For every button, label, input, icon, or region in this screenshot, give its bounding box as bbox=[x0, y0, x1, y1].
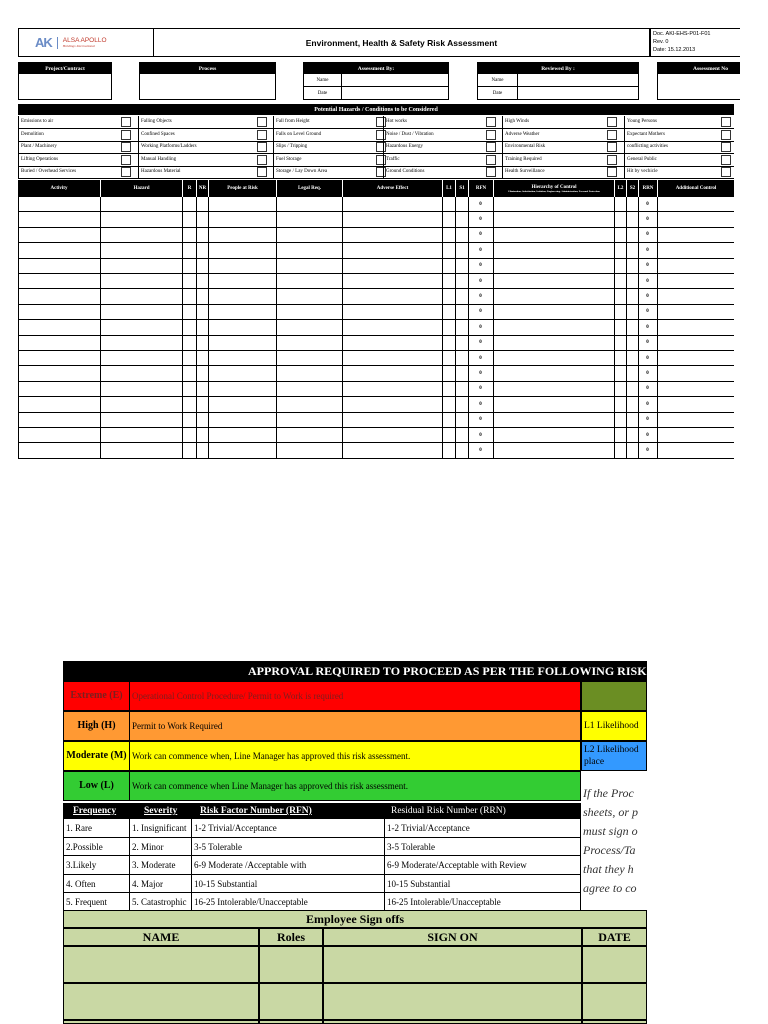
col-s1: S1 bbox=[455, 180, 468, 197]
rrn-value: 0 bbox=[646, 278, 649, 284]
rfn-value: 0 bbox=[479, 263, 482, 269]
hazard-checkbox[interactable] bbox=[721, 117, 731, 127]
hazard-checkbox[interactable] bbox=[486, 155, 496, 165]
document-info bbox=[650, 28, 740, 57]
rfn-value: 0 bbox=[479, 324, 482, 330]
hazard-label: Health Surveillance bbox=[502, 166, 609, 178]
hazard-checkbox[interactable] bbox=[607, 142, 617, 152]
hazard-checkbox[interactable] bbox=[721, 167, 731, 177]
rfn-value: 0 bbox=[479, 217, 482, 223]
risk-level-row bbox=[63, 771, 581, 801]
legend-header-block bbox=[581, 681, 647, 711]
risk-matrix-row bbox=[63, 875, 581, 894]
col-adverse-effect: Adverse Effect bbox=[342, 180, 442, 197]
hazard-row bbox=[18, 154, 734, 167]
hazard-label: Lifting Operations bbox=[18, 154, 119, 166]
matrix-col-severity: Severity bbox=[144, 806, 178, 816]
hazard-label: Fall from Height bbox=[273, 116, 358, 128]
hazard-checkbox[interactable] bbox=[121, 130, 131, 140]
assessment-name-label: Name bbox=[304, 74, 342, 87]
risk-matrix-cell: 6-9 Moderate /Acceptable with bbox=[191, 856, 384, 874]
logo-subtitle: Holdings International bbox=[62, 44, 95, 48]
rrn-value: 0 bbox=[646, 448, 649, 454]
hazard-checkbox[interactable] bbox=[121, 142, 131, 152]
rfn-value: 0 bbox=[479, 432, 482, 438]
risk-table-row[interactable] bbox=[18, 351, 734, 366]
rfn-value: 0 bbox=[479, 232, 482, 238]
hierarchy-subtitle: Elimination, Substitution, Isolation, Engineering, Administration, Personal Protection bbox=[508, 189, 600, 193]
rrn-value: 0 bbox=[646, 232, 649, 238]
col-l2: L2 bbox=[614, 180, 626, 197]
hazard-label: Ground Conditions bbox=[383, 166, 482, 178]
rrn-value: 0 bbox=[646, 401, 649, 407]
employee-signoff-title: Employee Sign offs bbox=[63, 910, 647, 928]
col-activity: Activity bbox=[50, 186, 68, 191]
risk-table-header bbox=[18, 180, 734, 197]
signoff-cell[interactable] bbox=[63, 983, 259, 1020]
hazard-label: Emissions to air bbox=[18, 116, 119, 128]
rrn-value: 0 bbox=[646, 417, 649, 423]
rfn-value: 0 bbox=[479, 247, 482, 253]
col-hierarchy-of-control bbox=[493, 180, 614, 197]
reviewed-by-label: Reviewed By : bbox=[478, 63, 638, 74]
hazard-label: conflicting activities bbox=[624, 141, 720, 153]
risk-matrix-cell: 3-5 Tolerable bbox=[191, 838, 384, 856]
risk-table-row[interactable] bbox=[18, 366, 734, 381]
risk-table-row[interactable] bbox=[18, 228, 734, 243]
signoff-col-name: NAME bbox=[63, 928, 259, 946]
rrn-value: 0 bbox=[646, 355, 649, 361]
rfn-value: 0 bbox=[479, 401, 482, 407]
risk-table-row[interactable] bbox=[18, 289, 734, 304]
hazard-checkbox[interactable] bbox=[607, 155, 617, 165]
signoff-col-date: DATE bbox=[582, 928, 647, 946]
col-legal-req: Legal Req. bbox=[276, 180, 342, 197]
document-title: Environment, Health & Safety Risk Assessment bbox=[153, 28, 650, 57]
hazard-label: Buried / Overhead Services bbox=[18, 166, 119, 178]
risk-level-requirement: Operational Control Procedure/ Permit to Work is required bbox=[132, 691, 344, 701]
doc-revision: Rev. 0 bbox=[653, 39, 669, 45]
signoff-cell[interactable] bbox=[323, 1020, 582, 1024]
col-additional-control: Additional Control bbox=[657, 180, 734, 197]
hazard-label: Young Persons bbox=[624, 116, 720, 128]
approval-title: APPROVAL REQUIRED TO PROCEED AS PER THE FOLLOWING RISK bbox=[63, 661, 647, 681]
hazard-label: Expectant Mothers bbox=[624, 129, 720, 141]
risk-level-row bbox=[63, 741, 581, 771]
matrix-col-rfn: Risk Factor Number (RFN) bbox=[200, 806, 312, 816]
hazard-label: Adverse Weather bbox=[502, 129, 609, 141]
risk-matrix-header bbox=[63, 803, 581, 819]
risk-matrix-cell: 1. Insignificant bbox=[129, 819, 191, 837]
risk-matrix-cell: 4. Major bbox=[129, 875, 191, 893]
risk-level-requirement: Permit to Work Required bbox=[132, 721, 223, 731]
review-name-label: Name bbox=[478, 74, 518, 87]
signoff-cell[interactable] bbox=[259, 983, 323, 1020]
hazard-checkbox[interactable] bbox=[721, 155, 731, 165]
risk-level-row bbox=[63, 711, 581, 741]
rrn-value: 0 bbox=[646, 371, 649, 377]
hazard-label: Hot works bbox=[383, 116, 482, 128]
col-r: R bbox=[182, 180, 196, 197]
risk-table-row[interactable] bbox=[18, 212, 734, 227]
review-date-field[interactable] bbox=[518, 87, 638, 99]
hazard-checkbox[interactable] bbox=[721, 142, 731, 152]
review-date-label: Date bbox=[478, 87, 518, 99]
rfn-value: 0 bbox=[479, 355, 482, 361]
hazard-checkbox[interactable] bbox=[257, 167, 267, 177]
hazard-label: Demolition bbox=[18, 129, 119, 141]
signoff-cell[interactable] bbox=[63, 1020, 259, 1024]
hazard-checkbox[interactable] bbox=[257, 130, 267, 140]
hazard-label: Falls on Level Ground bbox=[273, 129, 358, 141]
risk-table-row[interactable] bbox=[18, 336, 734, 351]
hazard-checkbox[interactable] bbox=[486, 167, 496, 177]
hazard-label: Hazardous Energy bbox=[383, 141, 482, 153]
risk-matrix-cell: 3.Likely bbox=[66, 860, 97, 870]
col-people-at-risk: People at Risk bbox=[208, 180, 276, 197]
hazard-row bbox=[18, 141, 734, 154]
risk-matrix-cell: 10-15 Substantial bbox=[191, 875, 384, 893]
hazard-label: Training Required bbox=[502, 154, 609, 166]
hazard-checkbox[interactable] bbox=[486, 142, 496, 152]
risk-matrix-cell: 1-2 Trivial/Acceptance bbox=[191, 819, 384, 837]
hazards-title: Potential Hazards / Conditions to be Considered bbox=[18, 104, 734, 115]
rrn-value: 0 bbox=[646, 340, 649, 346]
hazard-checkbox[interactable] bbox=[607, 117, 617, 127]
review-name-field[interactable] bbox=[518, 74, 638, 87]
rfn-value: 0 bbox=[479, 309, 482, 315]
risk-level-name: Low (L) bbox=[64, 772, 130, 800]
assessment-by-block bbox=[303, 62, 449, 100]
risk-table-row[interactable] bbox=[18, 274, 734, 289]
hazard-label: Slips / Tripping bbox=[273, 141, 358, 153]
risk-table-row[interactable] bbox=[18, 320, 734, 335]
assessment-name-field[interactable] bbox=[342, 74, 448, 87]
hazard-label: Hit by vechicle bbox=[624, 166, 720, 178]
risk-table-row[interactable] bbox=[18, 197, 734, 212]
hazard-label: Falling Objects bbox=[138, 116, 256, 128]
risk-matrix-row bbox=[63, 838, 581, 857]
hazard-label: Fuel Storage bbox=[273, 154, 358, 166]
rfn-value: 0 bbox=[479, 340, 482, 346]
rrn-value: 0 bbox=[646, 294, 649, 300]
hazard-label: High Winds bbox=[502, 116, 609, 128]
hazard-checkbox[interactable] bbox=[607, 167, 617, 177]
risk-level-name: High (H) bbox=[64, 712, 130, 740]
hazard-label: Working Platforms/Ladders bbox=[138, 141, 256, 153]
signoff-cell[interactable] bbox=[582, 983, 647, 1020]
signoff-cell[interactable] bbox=[323, 983, 582, 1020]
assessment-by-label: Assessment By: bbox=[304, 63, 448, 74]
signoff-col-roles: Roles bbox=[259, 928, 323, 946]
hazard-row bbox=[18, 166, 734, 179]
project-contract-label: Project/Contract bbox=[19, 63, 111, 74]
col-l1: L1 bbox=[442, 180, 455, 197]
risk-matrix-row bbox=[63, 819, 581, 838]
rfn-value: 0 bbox=[479, 386, 482, 392]
risk-table-row[interactable] bbox=[18, 413, 734, 428]
risk-table-row[interactable] bbox=[18, 428, 734, 443]
risk-level-row bbox=[63, 681, 581, 711]
rrn-value: 0 bbox=[646, 201, 649, 207]
risk-matrix-cell: 4. Often bbox=[66, 878, 96, 889]
company-logo bbox=[18, 28, 154, 57]
risk-table-row[interactable] bbox=[18, 259, 734, 274]
risk-matrix-cell: 5. Frequent bbox=[66, 897, 107, 907]
rrn-value: 0 bbox=[646, 324, 649, 330]
hazard-checkbox[interactable] bbox=[721, 130, 731, 140]
rrn-value: 0 bbox=[646, 263, 649, 269]
rrn-value: 0 bbox=[646, 247, 649, 253]
assessment-no-label: Assessment No bbox=[658, 63, 740, 74]
hazard-checkbox[interactable] bbox=[257, 142, 267, 152]
assessment-date-label: Date bbox=[304, 87, 342, 99]
hazard-checkbox[interactable] bbox=[121, 117, 131, 127]
rfn-value: 0 bbox=[479, 201, 482, 207]
rrn-value: 0 bbox=[646, 309, 649, 315]
risk-matrix-cell: 1. Rare bbox=[66, 823, 92, 833]
risk-level-requirement: Work can commence when, Line Manager has approved this risk assessment. bbox=[132, 751, 411, 761]
signoff-cell[interactable] bbox=[259, 1020, 323, 1024]
hazard-checkbox[interactable] bbox=[121, 167, 131, 177]
l2-likelihood-label: L2 Likelihood place bbox=[581, 741, 647, 771]
doc-date: Date: 15.12.2013 bbox=[653, 47, 696, 53]
hazard-checkbox[interactable] bbox=[257, 117, 267, 127]
hazard-label: Storage / Lay Down Area bbox=[273, 166, 358, 178]
rrn-value: 0 bbox=[646, 432, 649, 438]
reviewed-by-block bbox=[477, 62, 639, 100]
rfn-value: 0 bbox=[479, 417, 482, 423]
hazard-row bbox=[18, 116, 734, 129]
assessment-no-field[interactable] bbox=[657, 62, 740, 100]
risk-level-requirement: Work can commence when Line Manager has approved this risk assessment. bbox=[132, 781, 408, 791]
signoff-cell[interactable] bbox=[582, 1020, 647, 1024]
hierarchy-title: Hierarchy of Control bbox=[531, 184, 577, 190]
signoff-cell[interactable] bbox=[323, 946, 582, 983]
risk-table-row[interactable] bbox=[18, 305, 734, 320]
signoff-col-sign-on: SIGN ON bbox=[323, 928, 582, 946]
hazard-label: General Public bbox=[624, 154, 720, 166]
col-s2: S2 bbox=[626, 180, 638, 197]
risk-matrix-cell: 3-5 Tolerable bbox=[384, 838, 582, 856]
hazard-checkbox[interactable] bbox=[486, 130, 496, 140]
risk-matrix-cell: 2.Possible bbox=[66, 841, 103, 852]
l1-likelihood-label: L1 Likelihood bbox=[581, 711, 647, 741]
risk-matrix-cell: 10-15 Substantial bbox=[384, 875, 582, 893]
risk-matrix-row bbox=[63, 893, 581, 912]
risk-matrix-cell: 16-25 Intolerable/Unacceptable bbox=[191, 893, 384, 911]
risk-table-row[interactable] bbox=[18, 243, 734, 258]
matrix-col-rrn: Residual Risk Number (RRN) bbox=[391, 806, 506, 816]
hazard-checkbox[interactable] bbox=[121, 155, 131, 165]
col-rrn: RRN bbox=[638, 180, 657, 197]
hazard-label: Hazardous Material bbox=[138, 166, 256, 178]
risk-matrix-cell: 5. Catastrophic bbox=[129, 893, 191, 911]
hazard-checkbox[interactable] bbox=[607, 130, 617, 140]
risk-matrix-cell: 16-25 Intolerable/Unacceptable bbox=[384, 893, 582, 911]
rfn-value: 0 bbox=[479, 294, 482, 300]
project-contract-field[interactable] bbox=[18, 62, 112, 100]
risk-table-row[interactable] bbox=[18, 397, 734, 412]
hazard-label: Traffic bbox=[383, 154, 482, 166]
signoff-cell[interactable] bbox=[582, 946, 647, 983]
risk-level-name: Extreme (E) bbox=[64, 682, 130, 710]
logo-mark: AK bbox=[35, 35, 52, 50]
risk-matrix-cell: 1-2 Trivial/Acceptance bbox=[384, 819, 582, 837]
signoff-cell[interactable] bbox=[259, 946, 323, 983]
col-hazard: Hazard bbox=[100, 180, 182, 197]
hazard-label: Environmental Risk bbox=[502, 141, 609, 153]
signoff-cell[interactable] bbox=[63, 946, 259, 983]
matrix-col-frequency: Frequency bbox=[73, 806, 117, 816]
process-field[interactable] bbox=[139, 62, 276, 100]
risk-table-row[interactable] bbox=[18, 382, 734, 397]
rfn-value: 0 bbox=[479, 448, 482, 454]
hazard-label: Manual Handling bbox=[138, 154, 256, 166]
rrn-value: 0 bbox=[646, 217, 649, 223]
process-label: Process bbox=[140, 63, 275, 74]
col-nr: NR bbox=[196, 180, 208, 197]
risk-matrix-row bbox=[63, 856, 581, 875]
hazard-label: Plant / Machinery bbox=[18, 141, 119, 153]
risk-matrix-cell: 2. Minor bbox=[129, 838, 191, 856]
logo-name: ALSA APOLLO bbox=[62, 37, 107, 44]
risk-matrix-cell: 6-9 Moderate/Acceptable with Review bbox=[384, 856, 582, 874]
approval-note: If the Proc sheets, or p must sign o Process/Ta that they h agree to co bbox=[583, 786, 638, 895]
rrn-value: 0 bbox=[646, 386, 649, 392]
hazard-row bbox=[18, 129, 734, 142]
doc-number: Doc. AKI-EHS-P01-F01 bbox=[653, 31, 711, 37]
hazard-checkbox[interactable] bbox=[257, 155, 267, 165]
risk-level-name: Moderate (M) bbox=[64, 742, 130, 770]
rfn-value: 0 bbox=[479, 371, 482, 377]
risk-matrix-cell: 3. Moderate bbox=[129, 856, 191, 874]
assessment-date-field[interactable] bbox=[342, 87, 448, 99]
hazard-checkbox[interactable] bbox=[486, 117, 496, 127]
risk-table-row[interactable] bbox=[18, 443, 734, 458]
hazard-label: Noise / Dust / Vibration bbox=[383, 129, 482, 141]
hazard-label: Confined Spaces bbox=[138, 129, 256, 141]
rfn-value: 0 bbox=[479, 278, 482, 284]
col-rfn: RFN bbox=[468, 180, 493, 197]
